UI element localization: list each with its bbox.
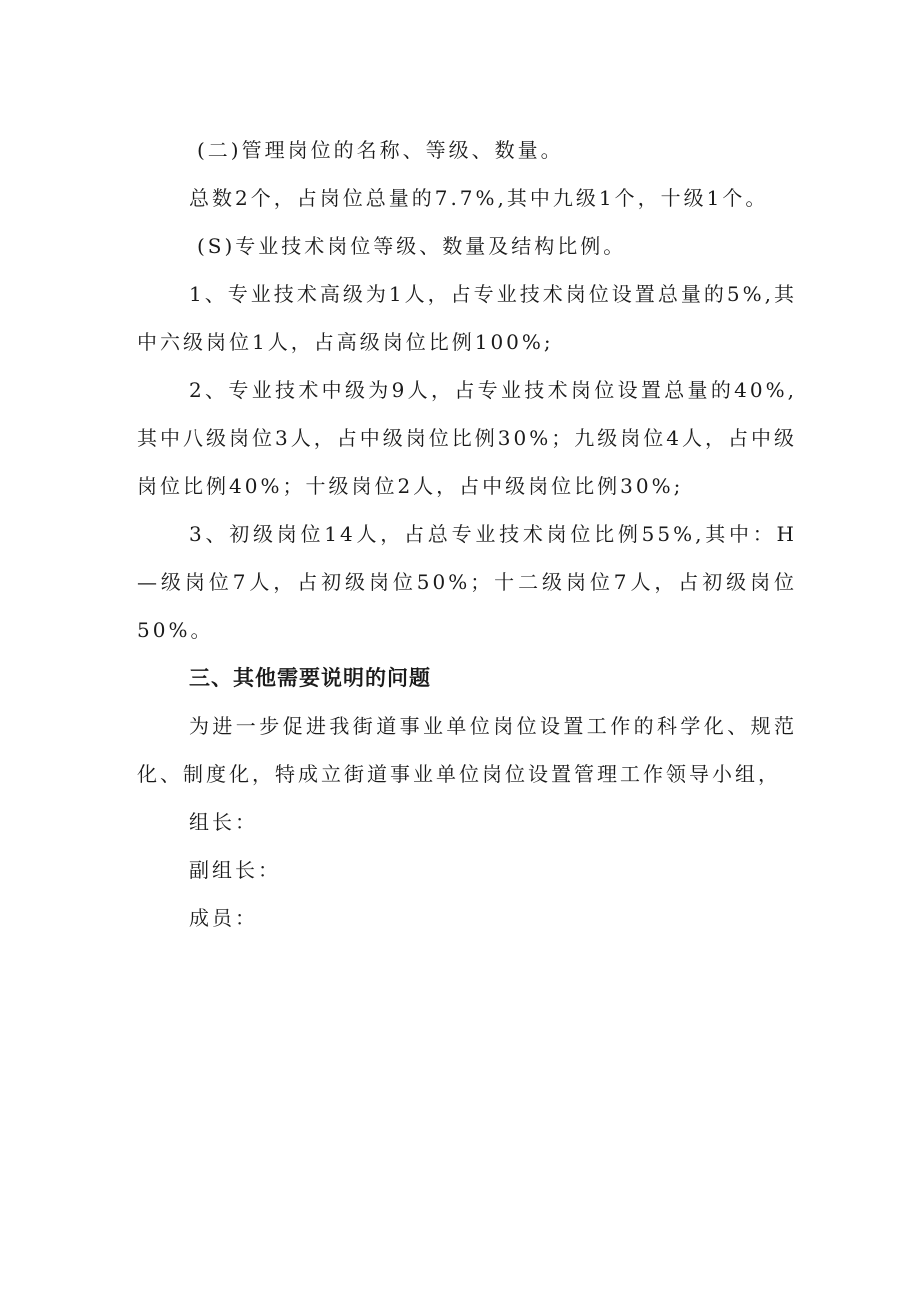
senior-technical-posts: 1、专业技术高级为1人，占专业技术岗位设置总量的5%,其中六级岗位1人，占高级岗位比例100%; [137, 282, 797, 354]
leadership-group-intro: 为进一步促进我街道事业单位岗位设置工作的科学化、规范化、制度化，特成立街道事业单位岗位设置管理工作领导小组， [137, 714, 797, 786]
management-posts-summary: 总数2个，占岗位总量的7.7%,其中九级1个，十级1个。 [189, 186, 769, 210]
section-3-title: (S)专业技术岗位等级、数量及结构比例。 [197, 234, 627, 258]
leader-line: 组长： [189, 810, 258, 834]
junior-technical-posts: 3、初级岗位14人，占总专业技术岗位比例55%,其中：H—级岗位7人，占初级岗位50%；十二级岗位7人，占初级岗位50%。 [137, 522, 797, 642]
members-line: 成员： [189, 906, 258, 930]
intermediate-technical-posts: 2、专业技术中级为9人，占专业技术岗位设置总量的40%,其中八级岗位3人，占中级岗位比例30%；九级岗位4人，占中级岗位比例40%；十级岗位2人，占中级岗位比例30%; [137, 378, 797, 498]
deputy-leader-line: 副组长： [189, 858, 281, 882]
section-2-title: (二)管理岗位的名称、等级、数量。 [197, 138, 564, 162]
section-heading-other-issues: 三、其他需要说明的问题 [189, 666, 431, 690]
document-body [137, 126, 797, 942]
